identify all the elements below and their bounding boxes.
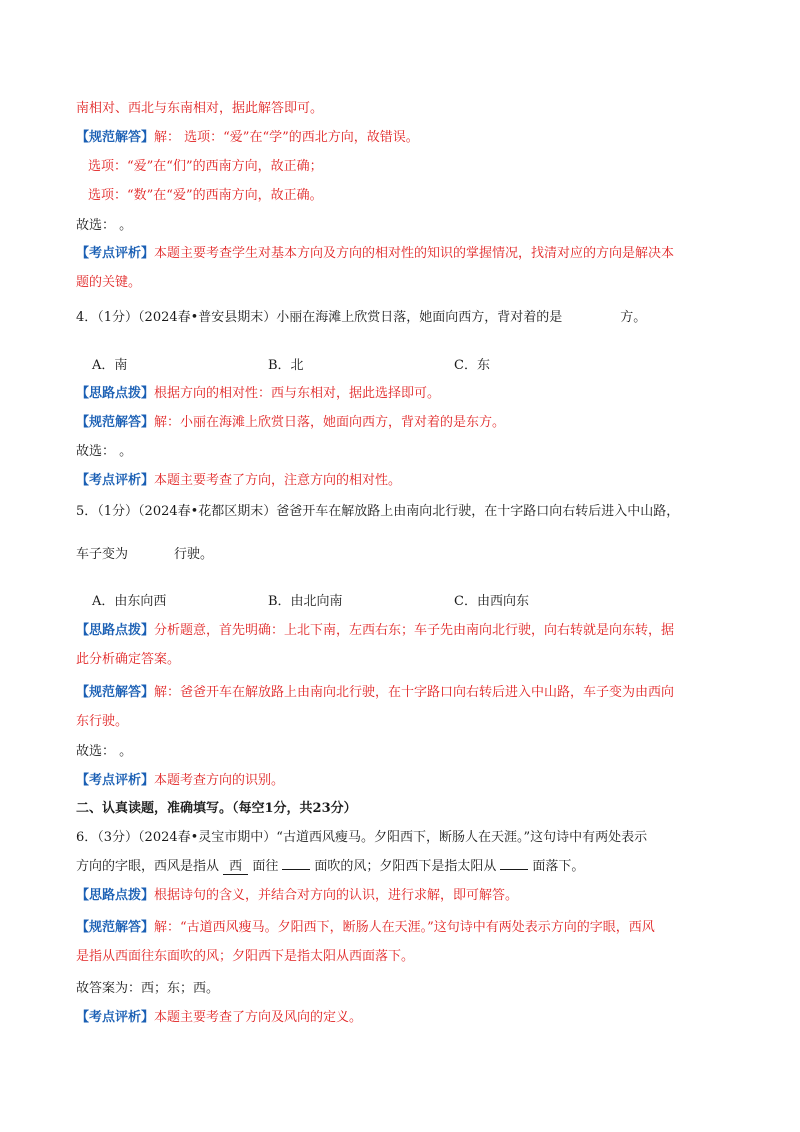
question-stem-text: 面吹的风；夕阳西下是指太阳从 [314, 859, 497, 874]
standard-answer-line [76, 414, 505, 432]
choice-line: 故选： 。 [76, 218, 133, 233]
hint-tag: 【思路点拨】 [76, 888, 155, 903]
question-stem-end: 行驶。 [174, 547, 214, 562]
review-text: 本题考查方向的识别。 [154, 773, 285, 788]
choice-line: 故选： 。 [76, 444, 133, 459]
review-tag: 【考点评析】 [76, 773, 155, 788]
option-c: C．东 [454, 358, 490, 373]
question-stem-text: 面往 [252, 859, 279, 874]
hint-tag: 【思路点拨】 [76, 386, 155, 401]
option-c: C．由西向东 [454, 594, 529, 609]
standard-answer-line [76, 129, 419, 147]
question-stem-text: 车子变为 [76, 547, 129, 562]
question-stem-end: 方。 [620, 310, 647, 325]
filled-blank [223, 859, 248, 875]
final-answer-line: 故答案为：西；东；西。 [76, 981, 220, 996]
analysis-continuation: 南相对、西北与东南相对，据此解答即可。 [76, 101, 324, 116]
answer-option-line: 选项：“数”在“爱”的西南方向，故正确。 [88, 188, 323, 203]
review-tag: 【考点评析】 [76, 473, 155, 488]
review-line [76, 245, 674, 263]
answer-blank [282, 869, 310, 870]
standard-answer-text: 解：“古道西风瘦马。夕阳西下，断肠人在天涯。”这句诗中有两处表示方向的字眼，西风 [154, 920, 655, 935]
answer-continuation: 是指从西面往东面吹的风；夕阳西下是指太阳从西面落下。 [76, 949, 415, 964]
review-text: 本题主要考查学生对基本方向及方向的相对性的知识的掌握情况，找清对应的方向是解决本 [154, 246, 675, 261]
standard-answer-line [76, 919, 655, 937]
review-line [76, 772, 284, 790]
option-b: B．由北向南 [268, 594, 343, 609]
option-a: A．由东向西 [92, 594, 167, 609]
review-line [76, 1009, 362, 1027]
question-5-stem-cont [76, 546, 213, 564]
question-stem-text: 方向的字眼，西风是指从 [76, 859, 220, 874]
blank-value: 西 [229, 859, 243, 874]
question-stem-text: 4．（1分）（2024春•普安县期末）小丽在海滩上欣赏日落，她面向西方，背对着的是 [76, 310, 563, 325]
standard-answer-text: 解： 选项：“爱”在“学”的西北方向，故错误。 [154, 130, 419, 145]
hint-line [76, 622, 674, 640]
choice-line: 故选： 。 [76, 744, 133, 759]
hint-tag: 【思路点拨】 [76, 623, 155, 638]
review-text: 本题主要考查了方向，注意方向的相对性。 [154, 473, 402, 488]
hint-line [76, 385, 440, 403]
review-text: 本题主要考查了方向及风向的定义。 [154, 1010, 363, 1025]
question-6-stem: 6．（3分）（2024春•灵宝市期中）“古道西风瘦马。夕阳西下，断肠人在天涯。”这句诗中有两处表示 [76, 830, 648, 845]
answer-continuation: 东行驶。 [76, 714, 129, 729]
option-a: A．南 [92, 358, 128, 373]
question-stem-end: 面落下。 [532, 859, 585, 874]
hint-line [76, 887, 518, 905]
standard-answer-tag: 【规范解答】 [76, 685, 155, 700]
question-5-stem: 5．（1分）（2024春•花都区期末）爸爸开车在解放路上由南向北行驶，在十字路口向右转后进入中山路， [76, 504, 680, 519]
standard-answer-tag: 【规范解答】 [76, 920, 155, 935]
hint-text: 分析题意，首先明确：上北下南，左西右东；车子先由南向北行驶，向右转就是向东转，据 [154, 623, 675, 638]
question-6-stem-cont [76, 858, 584, 876]
standard-answer-text: 解：爸爸开车在解放路上由南向北行驶，在十字路口向右转后进入中山路，车子变为由西向 [154, 685, 675, 700]
review-line [76, 472, 401, 490]
hint-text: 根据方向的相对性：西与东相对，据此选择即可。 [154, 386, 441, 401]
review-tag: 【考点评析】 [76, 1010, 155, 1025]
question-4-stem [76, 309, 646, 327]
answer-blank [500, 869, 528, 870]
standard-answer-text: 解：小丽在海滩上欣赏日落，她面向西方，背对着的是东方。 [154, 415, 506, 430]
hint-text: 根据诗句的含义，并结合对方向的认识，进行求解，即可解答。 [154, 888, 519, 903]
section-heading: 二、认真读题，准确填写。（每空1分，共23分） [76, 801, 357, 816]
hint-continuation: 此分析确定答案。 [76, 652, 181, 667]
review-continuation: 题的关键。 [76, 275, 142, 290]
answer-option-line: 选项：“爱”在“们”的西南方向，故正确； [88, 159, 323, 174]
standard-answer-tag: 【规范解答】 [76, 415, 155, 430]
option-b: B．北 [268, 358, 304, 373]
standard-answer-line [76, 684, 674, 702]
review-tag: 【考点评析】 [76, 246, 155, 261]
standard-answer-tag: 【规范解答】 [76, 130, 155, 145]
